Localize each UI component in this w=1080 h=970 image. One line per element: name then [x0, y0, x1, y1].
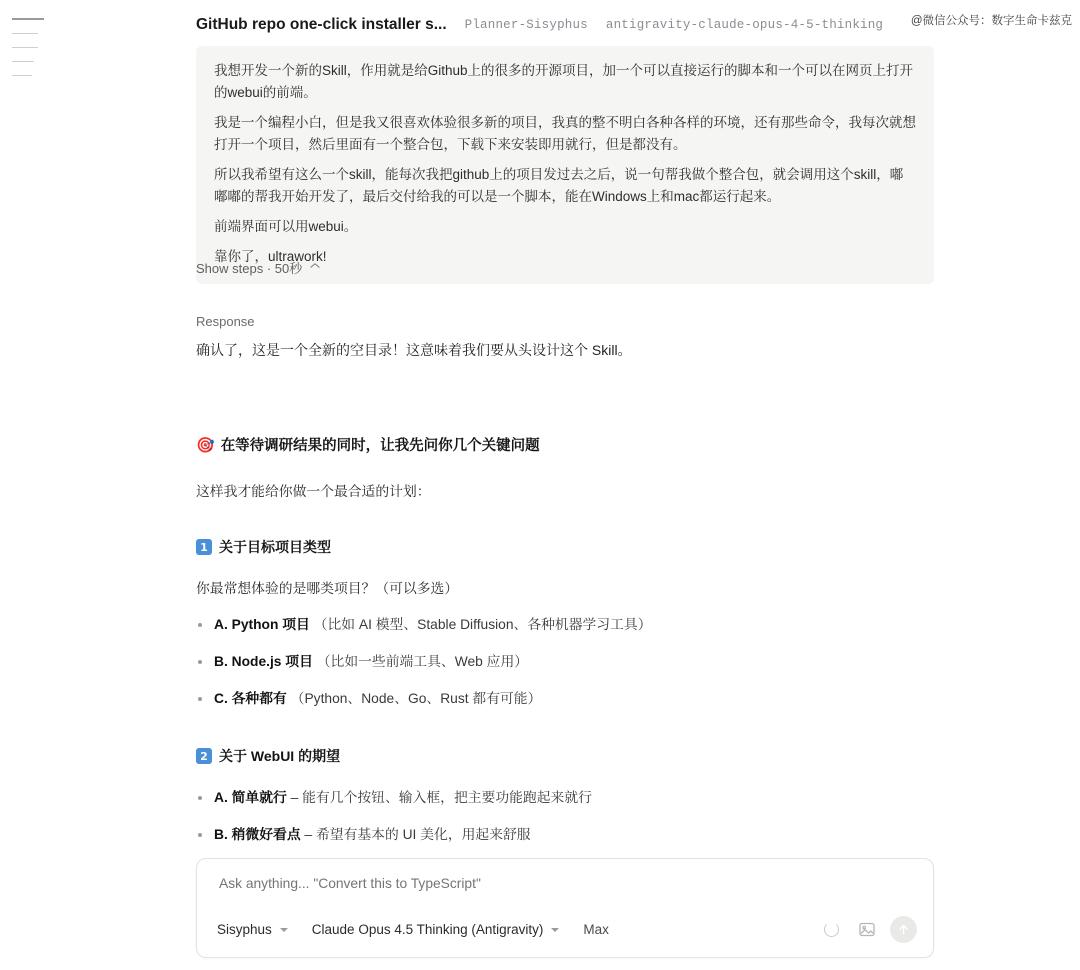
prompt-line: 我想开发一个新的Skill，作用就是给Github上的很多的开源项目，加一个可以直接运行的脚本和一个可以在网页上打开的webui的前端。 — [214, 63, 914, 100]
option-label: B. Node.js 项目 — [214, 654, 313, 669]
chevron-down-icon — [310, 263, 320, 273]
option-label: A. Python 项目 — [214, 617, 310, 632]
section-title-text: 关于 WebUI 的期望 — [219, 748, 341, 764]
loading-spinner-icon — [818, 917, 844, 943]
composer — [196, 858, 934, 958]
model-badge[interactable]: antigravity-claude-opus-4-5-thinking — [605, 18, 884, 32]
chat-input[interactable] — [217, 875, 877, 892]
section-question: 你最常想体验的是哪类项目？（可以多选） — [196, 581, 459, 596]
option-detail: （Python、Node、Go、Rust 都有可能） — [290, 691, 542, 706]
section-number-badge: 1 — [196, 539, 212, 555]
rail-line-3 — [12, 47, 38, 48]
chevron-down-icon — [551, 928, 559, 932]
prompt-line: 所以我希望有这么一个skill，能每次我把github上的项目发过去之后，说一句帮我做个整合包，就会调用这个skill，嘟嘟嘟的帮我开始开发了，最后交付给我的可以是一个脚本，能在Windows上和mac都运行起来。 — [214, 167, 904, 204]
answer-heading-text: 在等待调研结果的同时，让我先问你几个关键问题 — [220, 438, 540, 454]
option-detail: （比如 AI 模型、Stable Diffusion、各种机器学习工具） — [313, 617, 652, 632]
send-button[interactable] — [890, 916, 917, 943]
chevron-down-icon — [280, 928, 288, 932]
option-detail: – 希望有基本的 UI 美化，用起来舒服 — [304, 827, 531, 842]
option-list — [196, 615, 938, 709]
user-prompt-card — [196, 46, 934, 284]
mode-toggle[interactable] — [583, 922, 609, 937]
sidebar-collapsed-lines[interactable] — [12, 18, 44, 89]
page-title: GitHub repo one-click installer s... — [196, 16, 447, 33]
option-label: C. 各种都有 — [214, 691, 287, 706]
rail-line-4 — [12, 61, 34, 62]
response-text: 确认了，这是一个全新的空目录！这意味着我们要从头设计这个 Skill。 — [196, 342, 632, 358]
attach-image-icon[interactable] — [854, 917, 880, 943]
prompt-line: 前端界面可以用webui。 — [214, 219, 358, 234]
list-item[interactable] — [196, 825, 938, 845]
option-label: B. 稍微好看点 — [214, 827, 301, 842]
composer-toolbar — [217, 916, 917, 943]
mode-label: Max — [583, 922, 609, 937]
option-detail: – 能有几个按钮、输入框，把主要功能跑起来就行 — [290, 790, 592, 805]
left-rail — [0, 0, 60, 970]
show-steps-toggle[interactable] — [196, 258, 320, 277]
show-steps-label: Show steps · 50秒 — [196, 261, 303, 276]
option-detail: （比如一些前端工具、Web 应用） — [316, 654, 529, 669]
prompt-line: 我是一个编程小白，但是我又很喜欢体验很多新的项目，我真的整不明白各种各样的环境，还有那些命令，我每次就想打开一个项目，然后里面有一个整合包，下载下来安装即用就行，但是都没有。 — [214, 115, 916, 152]
section-title — [196, 746, 938, 766]
answer-section — [196, 537, 938, 709]
section-title — [196, 537, 938, 557]
agent-select-label: Sisyphus — [217, 922, 272, 937]
assistant-message — [196, 434, 938, 899]
list-item[interactable] — [196, 788, 938, 808]
agent-select[interactable] — [217, 922, 288, 937]
model-select-label: Claude Opus 4.5 Thinking (Antigravity) — [311, 922, 544, 937]
list-item[interactable] — [196, 689, 938, 709]
list-item[interactable] — [196, 652, 938, 672]
rail-line-5 — [12, 75, 32, 76]
prompt-line: 靠你了，ultrawork! — [214, 249, 327, 264]
answer-heading — [196, 434, 938, 455]
option-label: A. 简单就行 — [214, 790, 287, 805]
target-icon: 🎯 — [196, 436, 215, 454]
list-item[interactable] — [196, 615, 938, 635]
section-title-text: 关于目标项目类型 — [219, 539, 331, 555]
agent-badge[interactable]: Planner-Sisyphus — [464, 18, 588, 32]
response-label: Response — [196, 314, 255, 329]
rail-line-1 — [12, 18, 44, 20]
model-select[interactable] — [312, 922, 560, 937]
answer-subline: 这样我才能给你做一个最合适的计划： — [196, 484, 431, 499]
rail-line-2 — [12, 33, 38, 34]
section-number-badge: 2 — [196, 748, 212, 764]
watermark-text: @微信公众号：数字生命卡兹克 — [910, 15, 1072, 27]
